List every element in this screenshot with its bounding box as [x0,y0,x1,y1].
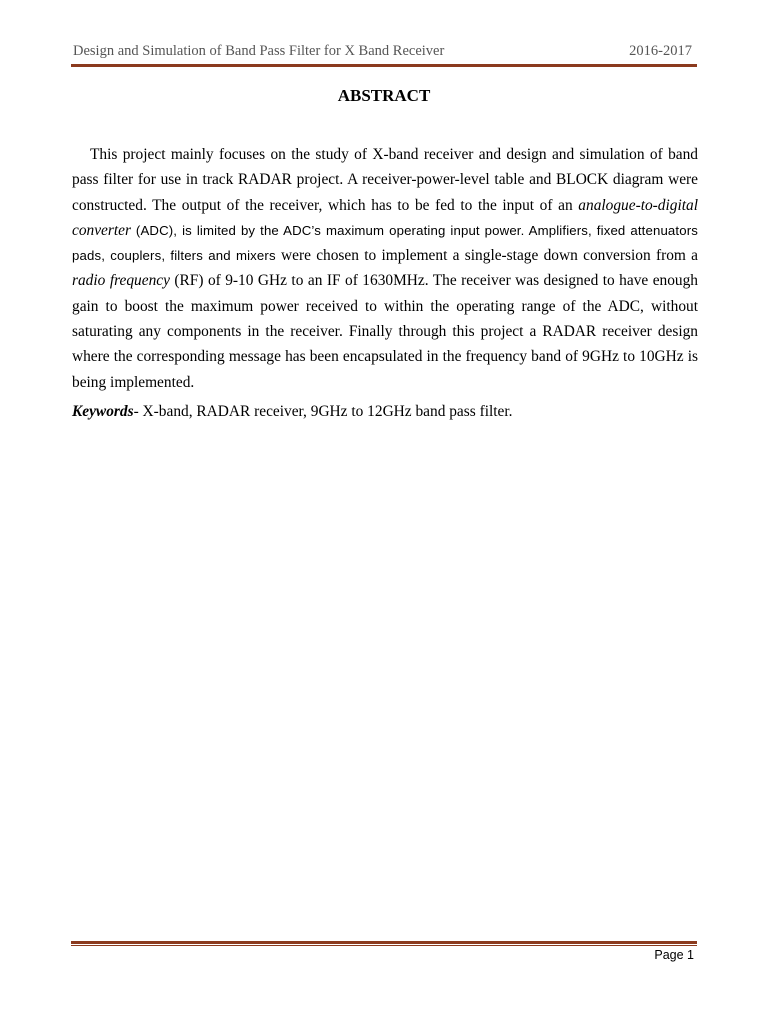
abstract-text-2: (ADC), is limited by the ADC’s maximum operating input power. Amplifiers, fixed attenuators pads, couplers, filters and mixers [72,222,698,264]
footer-rule [71,941,697,946]
keywords-line [72,403,698,421]
running-header-title: Design and Simulation of Band Pass Filter for X Band Receiver [73,43,445,59]
header-rule [71,64,697,67]
abstract-paragraph [72,142,698,395]
adc-term: analogue-to-digital converter [72,196,698,239]
abstract-text-4: (RF) of 9-10 GHz to an IF of 1630MHz. The receiver was designed to have enough gain to boost the maximum power received to within the operating range of the ADC, without saturating any components in the receiver. Finally through this project a RADAR receiver design where the corresponding message has been encapsulated in the frequency band of 9GHz to 10GHz is being implemented. [72,272,698,391]
running-header-year: 2016-2017 [629,43,692,59]
section-heading: ABSTRACT [337,86,431,105]
page-number: Page 1 [654,948,694,962]
rf-term: radio frequency [72,272,170,290]
abstract-text-1: This project mainly focuses on the study of X-band receiver and design and simulation of band pass filter for use in track RADAR project. A receiver-power-level table and BLOCK diagram were constructed. The output of the receiver, which has to be fed to the input of an [72,146,698,214]
keywords-text: - X-band, RADAR receiver, 9GHz to 12GHz band pass filter. [133,403,513,420]
keywords-label: Keywords [72,403,134,420]
abstract-text-3: were chosen to implement a single-stage down conversion from a [275,247,698,265]
